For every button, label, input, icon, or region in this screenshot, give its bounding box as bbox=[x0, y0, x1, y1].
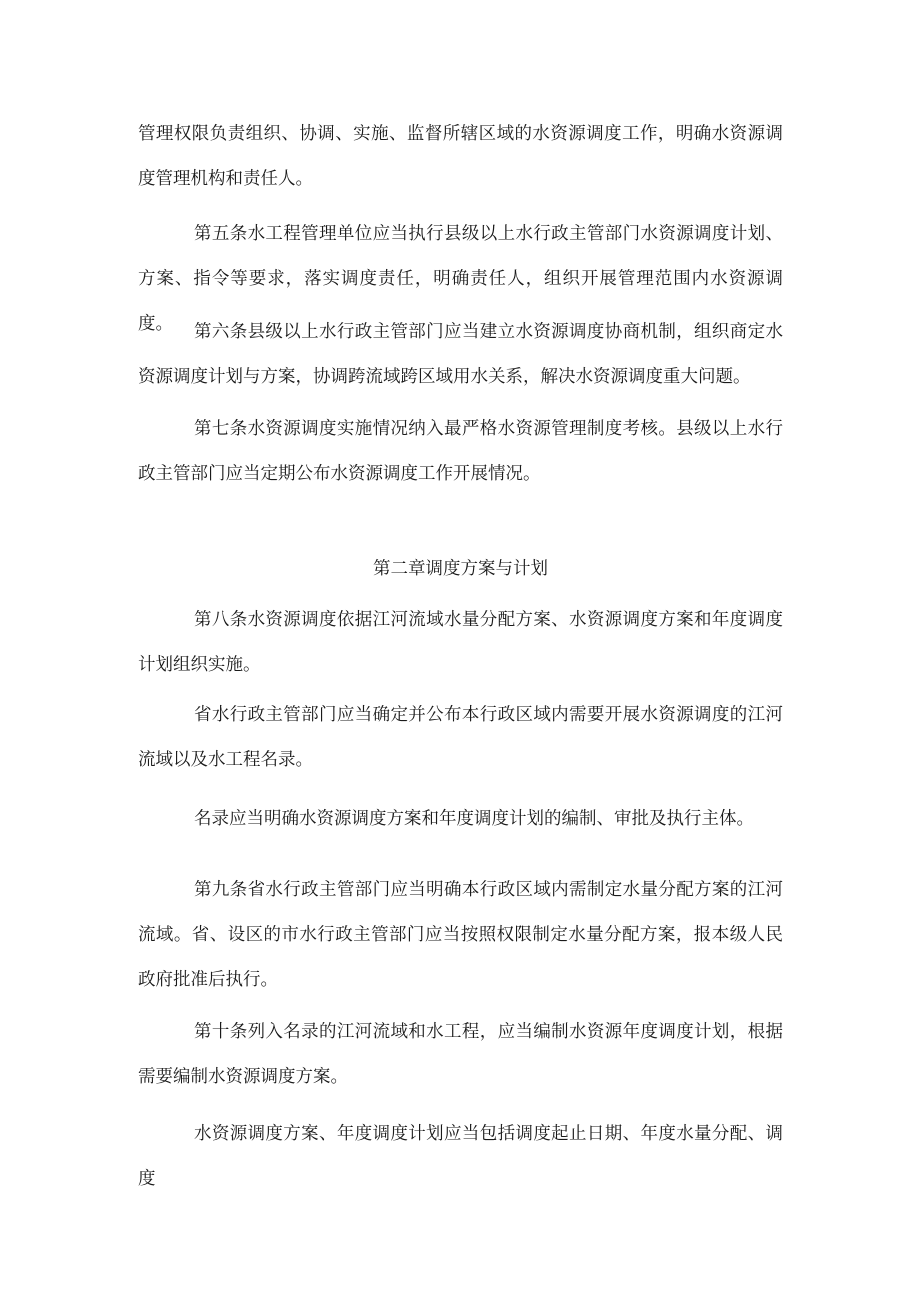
paragraph-article-4-continued: 管理权限负责组织、协调、实施、监督所辖区域的水资源调度工作，明确水资源调度管理机构和责任人。 bbox=[138, 124, 783, 189]
paragraph-article-5: 第五条水工程管理单位应当执行县级以上水行政主管部门水资源调度计划、方案、指令等要求，落实调度责任，明确责任人，组织开展管理范围内水资源调度。 bbox=[138, 224, 783, 334]
paragraph-article-8-list: 省水行政主管部门应当确定并公布本行政区域内需要开展水资源调度的江河流域以及水工程名录。 bbox=[138, 705, 783, 770]
chapter-2-heading: 第二章调度方案与计划 bbox=[373, 559, 548, 579]
paragraph-article-8: 第八条水资源调度依据江河流域水量分配方案、水资源调度方案和年度调度计划组织实施。 bbox=[138, 610, 783, 675]
paragraph-article-6: 第六条县级以上水行政主管部门应当建立水资源调度协商机制，组织商定水资源调度计划与方案，协调跨流域跨区域用水关系，解决水资源调度重大问题。 bbox=[138, 322, 783, 387]
paragraph-article-10: 第十条列入名录的江河流域和水工程，应当编制水资源年度调度计划，根据需要编制水资源调度方案。 bbox=[138, 1022, 783, 1087]
paragraph-article-7: 第七条水资源调度实施情况纳入最严格水资源管理制度考核。县级以上水行政主管部门应当定期公布水资源调度工作开展情况。 bbox=[138, 419, 783, 484]
paragraph-article-9: 第九条省水行政主管部门应当明确本行政区域内需制定水量分配方案的江河流域。省、设区的市水行政主管部门应当按照权限制定水量分配方案，报本级人民政府批准后执行。 bbox=[138, 880, 783, 990]
paragraph-article-10-contents: 水资源调度方案、年度调度计划应当包括调度起止日期、年度水量分配、调度 bbox=[138, 1124, 783, 1189]
paragraph-article-8-subjects: 名录应当明确水资源调度方案和年度调度计划的编制、审批及执行主体。 bbox=[194, 809, 754, 829]
